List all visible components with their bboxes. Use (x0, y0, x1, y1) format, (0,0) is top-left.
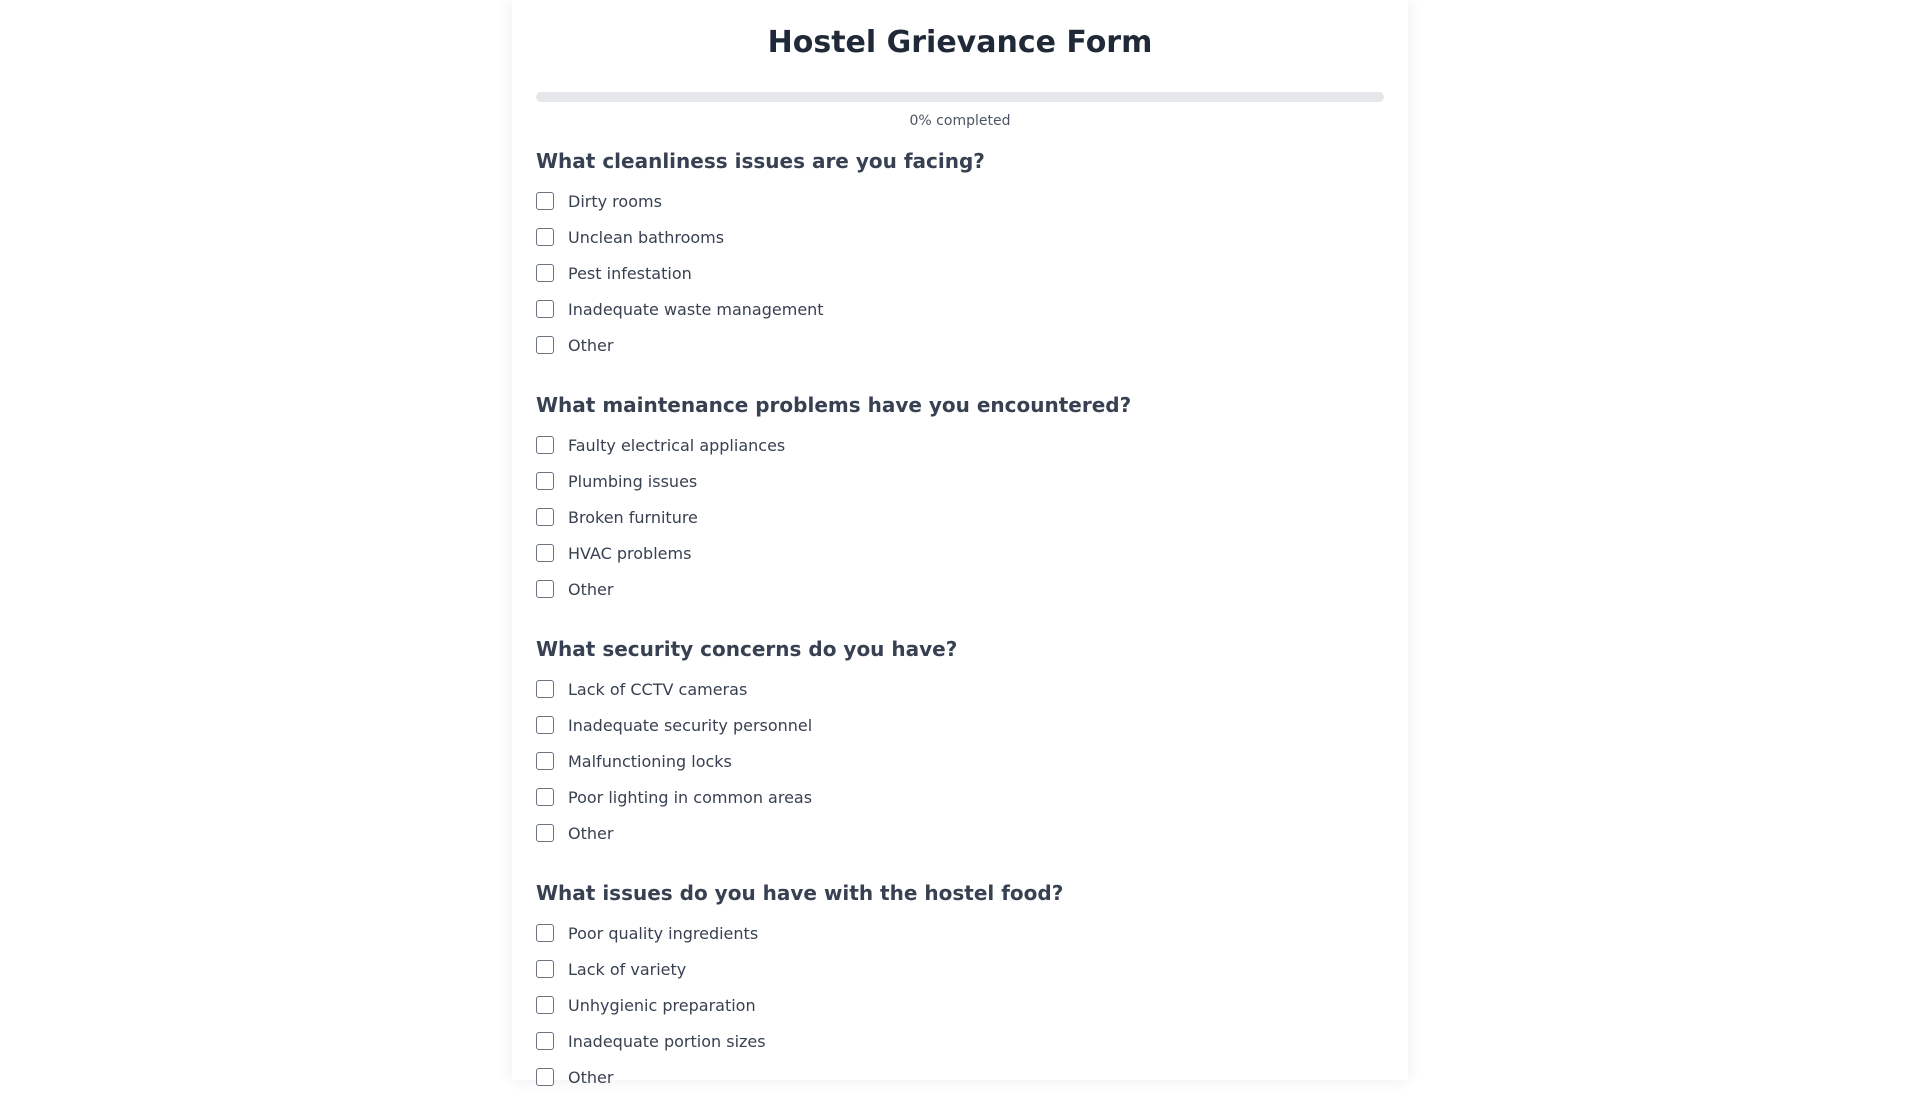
checkbox[interactable] (536, 472, 554, 490)
checkbox[interactable] (536, 1068, 554, 1086)
option-poor-quality-ingredients[interactable] (536, 915, 1384, 951)
question-title: What maintenance problems have you encountered? (536, 393, 1132, 417)
option-plumbing-issues[interactable] (536, 463, 1384, 499)
checkbox[interactable] (536, 1032, 554, 1050)
option-label: Inadequate waste management (568, 299, 824, 319)
option-label: Broken furniture (568, 507, 698, 527)
question-food (536, 879, 1384, 1095)
option-label: Inadequate portion sizes (568, 1031, 766, 1051)
option-label: Faulty electrical appliances (568, 435, 786, 455)
option-other-cleanliness[interactable] (536, 327, 1384, 363)
form-title: Hostel Grievance Form (767, 25, 1153, 60)
option-label: Dirty rooms (568, 191, 662, 211)
option-poor-lighting[interactable] (536, 779, 1384, 815)
checkbox[interactable] (536, 788, 554, 806)
option-faulty-electrical-appliances[interactable] (536, 427, 1384, 463)
option-other-maintenance[interactable] (536, 571, 1384, 607)
option-label: Inadequate security personnel (568, 715, 813, 735)
option-other-food[interactable] (536, 1059, 1384, 1095)
option-label: Lack of variety (568, 959, 687, 979)
option-inadequate-waste-management[interactable] (536, 291, 1384, 327)
option-label: Lack of CCTV cameras (568, 679, 748, 699)
checkbox[interactable] (536, 264, 554, 282)
question-title: What security concerns do you have? (536, 637, 958, 661)
checkbox[interactable] (536, 924, 554, 942)
checkbox[interactable] (536, 580, 554, 598)
checkbox[interactable] (536, 228, 554, 246)
question-security (536, 635, 1384, 851)
checkbox[interactable] (536, 996, 554, 1014)
option-hvac-problems[interactable] (536, 535, 1384, 571)
option-label: Unclean bathrooms (568, 227, 725, 247)
option-label: Poor lighting in common areas (568, 787, 813, 807)
option-label: Unhygienic preparation (568, 995, 756, 1015)
option-label: Other (568, 579, 614, 599)
option-lack-of-cctv[interactable] (536, 671, 1384, 707)
option-label: Poor quality ingredients (568, 923, 759, 943)
checkbox[interactable] (536, 544, 554, 562)
question-maintenance (536, 391, 1384, 607)
checkbox[interactable] (536, 336, 554, 354)
grievance-form-card (512, 0, 1408, 1087)
option-dirty-rooms[interactable] (536, 183, 1384, 219)
option-unclean-bathrooms[interactable] (536, 219, 1384, 255)
checkbox[interactable] (536, 436, 554, 454)
question-title: What cleanliness issues are you facing? (536, 149, 985, 173)
progress-label: 0% completed (909, 113, 1011, 129)
option-pest-infestation[interactable] (536, 255, 1384, 291)
option-unhygienic-preparation[interactable] (536, 987, 1384, 1023)
option-inadequate-security-personnel[interactable] (536, 707, 1384, 743)
option-other-security[interactable] (536, 815, 1384, 851)
progress-bar (536, 92, 1384, 102)
option-label: Pest infestation (568, 263, 692, 283)
checkbox[interactable] (536, 192, 554, 210)
option-label: Other (568, 1067, 614, 1087)
option-label: HVAC problems (568, 543, 692, 563)
checkbox[interactable] (536, 752, 554, 770)
option-lack-of-variety[interactable] (536, 951, 1384, 987)
option-label: Plumbing issues (568, 471, 698, 491)
checkbox[interactable] (536, 300, 554, 318)
option-inadequate-portion-sizes[interactable] (536, 1023, 1384, 1059)
checkbox[interactable] (536, 824, 554, 842)
question-title: What issues do you have with the hostel food? (536, 881, 1064, 905)
checkbox[interactable] (536, 508, 554, 526)
option-label: Other (568, 823, 614, 843)
option-broken-furniture[interactable] (536, 499, 1384, 535)
checkbox[interactable] (536, 960, 554, 978)
question-cleanliness (536, 147, 1384, 363)
option-malfunctioning-locks[interactable] (536, 743, 1384, 779)
option-label: Malfunctioning locks (568, 751, 732, 771)
checkbox[interactable] (536, 716, 554, 734)
checkbox[interactable] (536, 680, 554, 698)
option-label: Other (568, 335, 614, 355)
